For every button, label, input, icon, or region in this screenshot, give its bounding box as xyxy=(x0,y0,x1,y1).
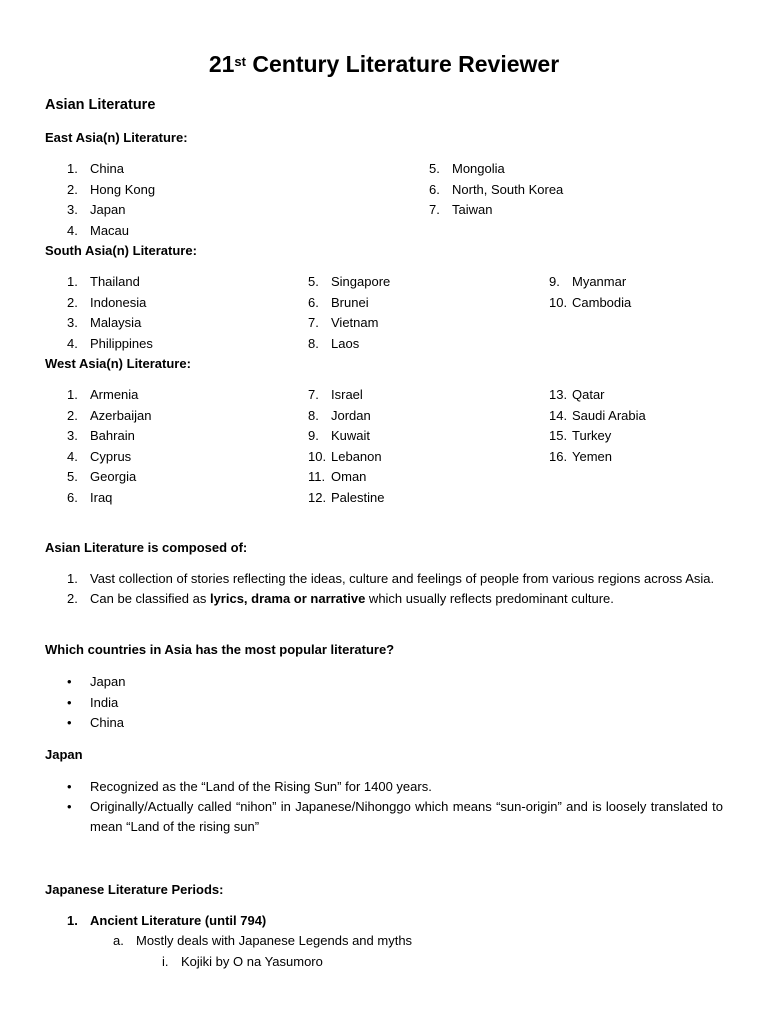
bullet-icon: • xyxy=(67,674,72,689)
popular-heading: Which countries in Asia has the most popular literature? xyxy=(45,642,395,657)
periods-heading: Japanese Literature Periods: xyxy=(45,882,224,897)
japan-heading: Japan xyxy=(45,747,83,762)
document-page: 21st Century Literature Reviewer Asian Literature East Asia(n) Literature: 1. China 2. Hong Kong 3. Japan 4. Macau 5. Mongolia 6. North, South Korea 7. Taiwan South Asia(n) Literature: 1. Thailand 2. Indonesia 3. Malaysia 4. Philippines 5. Singapore 6. Brunei 7. Vietnam 8. Laos 9. Myanmar 10. Cambodia West Asia(n) Literature: 1. Armenia 2. Azerbaijan 3. Bahrain 4. Cyprus 5. Georgia 6. Iraq 7. Israel 8. Jordan 9. Kuwait 10. Lebanon 11. Oman 12. Palestine 13. Qatar 14. Saudi Arabia 15. Turkey 16. Yemen Asian Literature is composed of: 1. Vast collection of stories reflecting the ideas, culture and feelings of people from various regions across Asia. 2. Can be classified as lyrics, drama or narrative which usually reflects predominant culture. Which countries in Asia has the most popular literature? • Japan • India • China Japan • Recognized as the “Land of the Rising Sun” for 1400 years. • Originally/Actually called “nihon” in Japanese/Nihonggo which means “sun-origin” and is loosely translated to mean “Land of the rising sun” Japanese Literature Periods: 1. Ancient Literature (until 794) a. Mostly deals with Japanese Legends and myths i. Kojiki by O na Yasumoro xyxy=(0,0,768,1024)
list-item: 1. Vast collection of stories reflecting the ideas, culture and feelings of people from various regions across Asia. xyxy=(67,571,715,586)
composed-heading: Asian Literature is composed of: xyxy=(45,540,248,555)
period-subitem-a: a. Mostly deals with Japanese Legends and myths xyxy=(113,933,413,948)
title-number: 21 xyxy=(208,51,235,77)
title-text: Century Literature Reviewer xyxy=(245,51,560,77)
east-asia-heading: East Asia(n) Literature: xyxy=(45,130,188,145)
composed-list xyxy=(45,569,723,609)
japan-list xyxy=(45,777,723,837)
bullet-icon: • xyxy=(67,715,72,730)
emphasis-text: lyrics, drama or narrative xyxy=(209,591,366,606)
bullet-icon: • xyxy=(67,779,72,794)
list-item: • Recognized as the “Land of the Rising Sun” for 1400 years. xyxy=(45,777,723,797)
title-superscript: st xyxy=(234,54,246,69)
list-item: 2. Can be classified as lyrics, drama or narrative which usually reflects predominant culture. xyxy=(67,591,614,606)
west-asia-heading: West Asia(n) Literature: xyxy=(45,356,191,371)
bullet-icon: • xyxy=(67,694,72,710)
south-asia-heading: South Asia(n) Literature: xyxy=(45,243,197,258)
period-item-ancient: 1. Ancient Literature (until 794) xyxy=(67,913,267,928)
list-item: • Originally/Actually called “nihon” in Japanese/Nihonggo which means “sun-origin” and is loosely translated to mean “Land of the rising sun” xyxy=(67,799,723,834)
period-subitem-i: i. Kojiki by O na Yasumoro xyxy=(162,954,323,969)
asian-literature-heading: Asian Literature xyxy=(45,97,156,113)
bullet-icon: • xyxy=(67,799,72,814)
page-title xyxy=(0,48,768,80)
